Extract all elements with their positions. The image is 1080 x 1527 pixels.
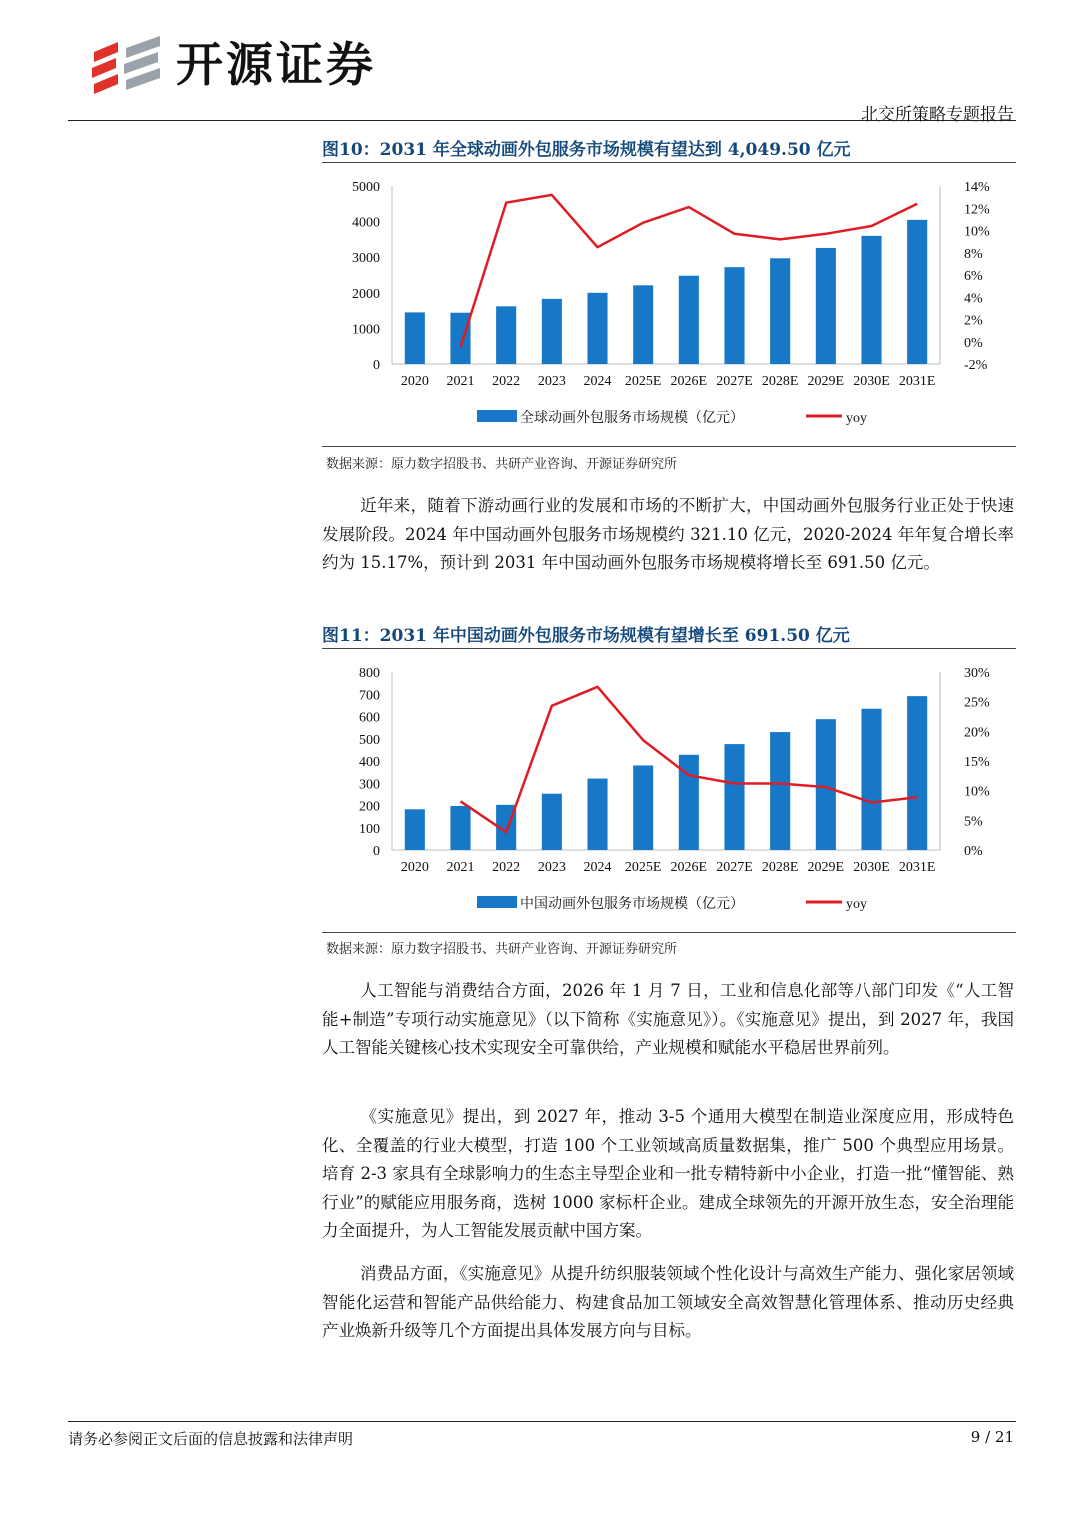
y-right-tick-label: 30% <box>964 666 990 681</box>
x-tick-label: 2026E <box>670 860 708 875</box>
x-tick-label: 2023 <box>537 860 566 875</box>
y-left-tick-label: 4000 <box>352 215 380 231</box>
figure-10-top-rule <box>322 162 1016 163</box>
body-paragraph-3: 《实施意见》提出，到 2027 年，推动 3-5 个通用大模型在制造业深度应用，形成特色化、全覆盖的行业大模型，打造 100 个工业领域高质量数据集，推广 500 个典型应用场景。培育 2-3 家具有全球影响力的生态主导型企业和一批专精特新中小企业，打造一批“懂智能、熟行业”的赋能应用服务商，选树 1000 家标杆企业。建成全球领先的开源开放生态，安全治理能力全面提升，为人工智能发展贡献中国方案。 <box>322 1107 1014 1240</box>
legend-bar-swatch <box>477 410 517 422</box>
legend-bar-label: 中国动画外包服务市场规模（亿元） <box>520 897 744 912</box>
y-right-tick-label: 5% <box>964 814 983 830</box>
bar <box>861 236 881 364</box>
x-tick-label: 2030E <box>853 374 890 389</box>
y-left-tick-label: 400 <box>359 755 380 770</box>
bar <box>724 267 744 364</box>
x-tick-label: 2030E <box>853 860 890 875</box>
y-right-tick-label: 0% <box>964 844 983 859</box>
y-left-tick-label: 200 <box>359 799 380 815</box>
x-tick-label: 2022 <box>492 860 521 875</box>
y-right-tick-label: 0% <box>964 335 983 351</box>
bar <box>587 293 607 364</box>
bar <box>861 709 881 850</box>
y-right-tick-label: 10% <box>964 784 990 800</box>
x-tick-label: 2027E <box>716 374 753 389</box>
y-left-tick-label: 0 <box>373 844 380 859</box>
y-left-tick-label: 600 <box>359 710 380 726</box>
body-paragraph-1: 近年来，随着下游动画行业的发展和市场的不断扩大，中国动画外包服务行业正处于快速发展阶段。2024 年中国动画外包服务市场规模约 321.10 亿元，2020-2024 年年复合增长率约为 15.17%，预计到 2031 年中国动画外包服务市场规模将增长至 691.50 亿元。 <box>322 496 1014 572</box>
header-divider <box>68 120 1016 121</box>
bar <box>816 248 836 364</box>
y-right-tick-label: 6% <box>964 269 983 284</box>
y-left-tick-label: 2000 <box>352 286 380 302</box>
y-left-tick-label: 100 <box>359 821 380 837</box>
x-tick-label: 2025E <box>624 374 662 389</box>
bar <box>907 220 927 364</box>
figure-11-bottom-rule <box>322 932 1016 933</box>
bar <box>724 744 744 850</box>
x-tick-label: 2020 <box>400 860 429 875</box>
legend-bar-label: 全球动画外包服务市场规模（亿元） <box>520 411 744 426</box>
y-left-tick-label: 5000 <box>352 180 380 195</box>
x-tick-label: 2021 <box>446 860 475 875</box>
x-tick-label: 2023 <box>537 374 566 389</box>
figure-11-title: 图11：2031 年中国动画外包服务市场规模有望增长至 691.50 亿元 <box>322 626 850 646</box>
footer-disclaimer: 请务必参阅正文后面的信息披露和法律声明 <box>68 1430 354 1448</box>
x-tick-label: 2025E <box>624 860 662 875</box>
bar <box>679 276 699 364</box>
figure-10-bottom-rule <box>322 446 1016 447</box>
figure-10-title: 图10：2031 年全球动画外包服务市场规模有望达到 4,049.50 亿元 <box>322 140 851 160</box>
bar <box>450 313 470 364</box>
y-right-tick-label: 4% <box>964 291 983 307</box>
y-left-tick-label: 700 <box>359 688 380 704</box>
x-tick-label: 2024 <box>583 860 612 875</box>
x-tick-label: 2026E <box>670 374 708 389</box>
brand-logo-icon <box>88 34 164 98</box>
figure-10-chart <box>322 168 1016 440</box>
body-paragraph-4: 消费品方面，《实施意见》从提升纺织服装领域个性化设计与高效生产能力、强化家居领域智能化运营和智能产品供给能力、构建食品加工领域安全高效智慧化管理体系、推动历史经典产业焕新升级等几个方面提出具体发展方向与目标。 <box>322 1264 1014 1340</box>
page-number: 9 / 21 <box>970 1428 1014 1446</box>
x-tick-label: 2031E <box>898 374 936 389</box>
figure-11-chart <box>322 654 1016 926</box>
bar <box>405 312 425 364</box>
x-tick-label: 2028E <box>761 374 799 389</box>
bar <box>587 779 607 850</box>
body-paragraph-2: 人工智能与消费结合方面，2026 年 1 月 7 日，工业和信息化部等八部门印发《“人工智能+制造”专项行动实施意见》（以下简称《实施意见》）。《实施意见》提出，到 2027 年，我国人工智能关键核心技术实现安全可靠供给，产业规模和赋能水平稳居世界前列。 <box>322 981 1014 1057</box>
bar <box>542 794 562 850</box>
brand-name: 开源证券 <box>176 38 376 93</box>
report-type: 北交所策略专题报告 <box>861 105 1014 125</box>
y-right-tick-label: -2% <box>964 358 988 373</box>
legend-line-label: yoy <box>846 897 867 912</box>
y-right-tick-label: 14% <box>964 180 990 195</box>
x-tick-label: 2031E <box>898 860 936 875</box>
y-left-tick-label: 3000 <box>352 251 380 267</box>
x-tick-label: 2021 <box>446 374 475 389</box>
y-right-tick-label: 20% <box>964 725 990 741</box>
bar <box>907 696 927 850</box>
bar <box>770 258 790 364</box>
y-right-tick-label: 10% <box>964 224 990 240</box>
bar <box>405 809 425 850</box>
y-left-tick-label: 1000 <box>352 322 380 338</box>
y-right-tick-label: 8% <box>964 246 983 262</box>
y-left-tick-label: 300 <box>359 777 380 793</box>
figure-11-top-rule <box>322 648 1016 649</box>
y-right-tick-label: 15% <box>964 755 990 770</box>
bar <box>633 765 653 850</box>
y-left-tick-label: 800 <box>359 666 380 681</box>
footer-divider <box>68 1421 1016 1422</box>
x-tick-label: 2020 <box>400 374 429 389</box>
bar <box>542 299 562 364</box>
x-tick-label: 2028E <box>761 860 799 875</box>
x-tick-label: 2024 <box>583 374 612 389</box>
figure-10-source: 数据来源：原力数字招股书、共研产业咨询、开源证券研究所 <box>326 457 678 472</box>
x-tick-label: 2027E <box>716 860 753 875</box>
x-tick-label: 2029E <box>807 860 845 875</box>
bar <box>450 806 470 850</box>
y-left-tick-label: 500 <box>359 732 380 748</box>
legend-bar-swatch <box>477 896 517 908</box>
figure-11-source: 数据来源：原力数字招股书、共研产业咨询、开源证券研究所 <box>326 942 678 957</box>
y-right-tick-label: 12% <box>964 202 990 218</box>
x-tick-label: 2029E <box>807 374 845 389</box>
bar <box>770 732 790 850</box>
x-tick-label: 2022 <box>492 374 521 389</box>
bar <box>816 719 836 850</box>
y-right-tick-label: 25% <box>964 695 990 711</box>
y-left-tick-label: 0 <box>373 358 380 373</box>
legend-line-label: yoy <box>846 411 867 426</box>
y-right-tick-label: 2% <box>964 313 983 329</box>
bar <box>496 306 516 364</box>
bar <box>633 285 653 364</box>
